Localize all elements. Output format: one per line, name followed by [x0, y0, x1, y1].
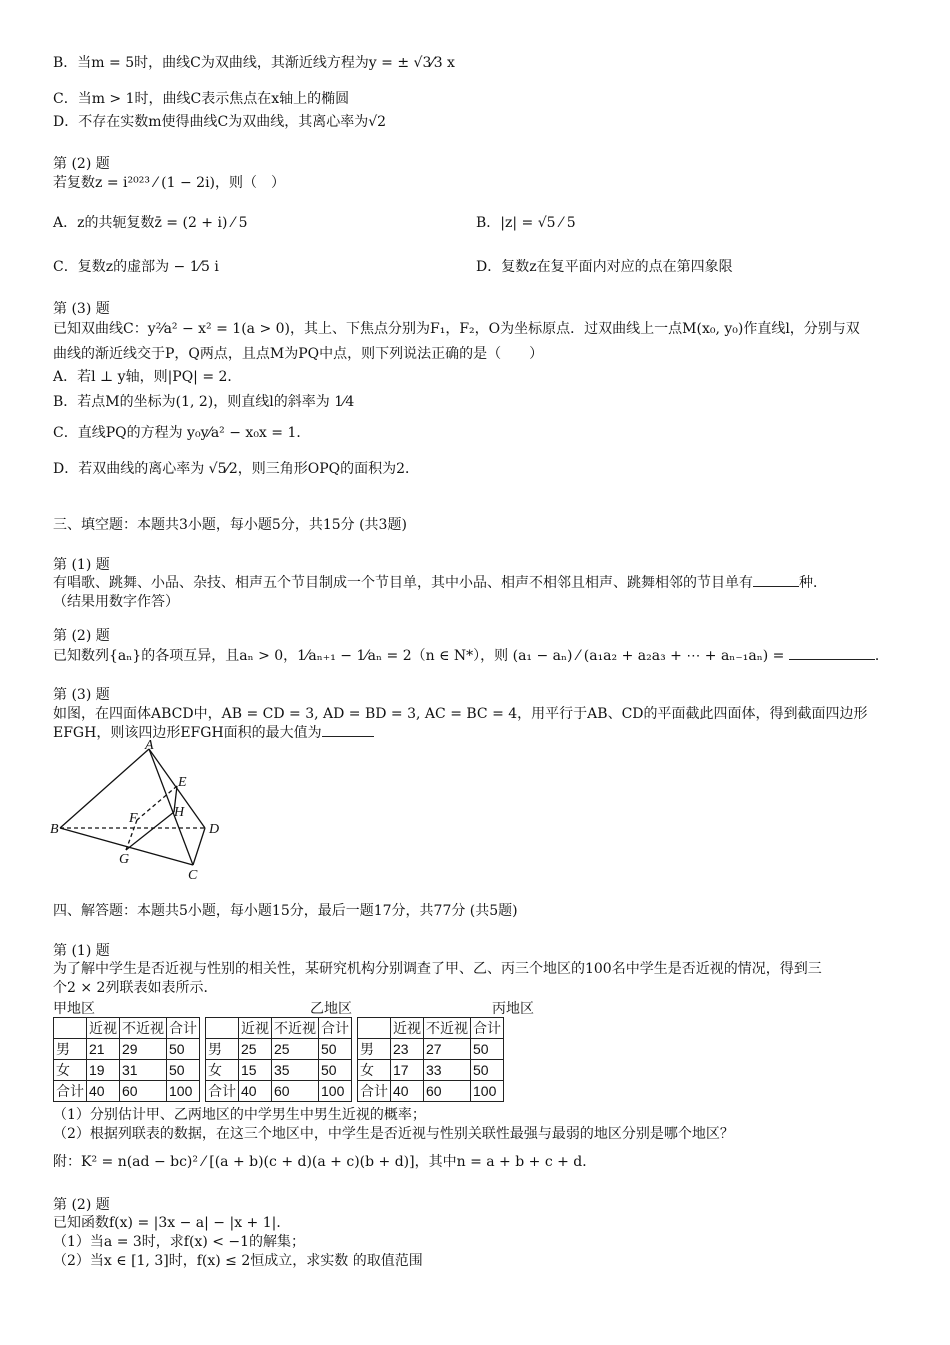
table-row	[206, 1081, 352, 1102]
f2-line-text: 已知数列{aₙ}的各项互异，且aₙ > 0，1⁄aₙ₊₁ − 1⁄aₙ = 2（n ∈ N*），则 (a₁ − aₙ) ⁄ (a₁a₂ + a₂a₃ + ⋯ + aₙ₋₁aₙ) =	[53, 648, 785, 664]
table-cell: 女	[54, 1060, 87, 1081]
f1-line1-end: 种．	[799, 575, 827, 591]
q2-header: 第 (2) 题	[53, 156, 110, 172]
table-cell: 40	[87, 1081, 120, 1102]
table-row	[358, 1081, 504, 1102]
table-region-a	[53, 1017, 200, 1102]
table-cell: 合计	[54, 1081, 87, 1102]
f3-answer-blank	[322, 724, 374, 737]
table-row	[358, 1060, 504, 1081]
table-region-c	[357, 1017, 504, 1102]
q2-option-a: A．z的共轭复数z̄ = (2 + i) ⁄ 5	[53, 215, 248, 231]
s2-header: 第 (2) 题	[53, 1197, 110, 1213]
table-row	[54, 1060, 200, 1081]
f1-line2: （结果用数字作答）	[53, 594, 179, 610]
table-cell: 50	[167, 1060, 200, 1081]
table-cell: 合计	[167, 1018, 200, 1039]
table-cell: 25	[239, 1039, 272, 1060]
table-cell: 近视	[87, 1018, 120, 1039]
table-row	[54, 1018, 200, 1039]
q3-option-a: A．若l ⊥ y轴，则|PQ| = 2．	[53, 369, 242, 385]
table-cell: 不近视	[272, 1018, 319, 1039]
prev-option-d: D．不存在实数m使得曲线C为双曲线，其离心率为√2	[53, 114, 387, 130]
table-cell: 100	[319, 1081, 352, 1102]
table-cell: 50	[319, 1039, 352, 1060]
table-cell: 60	[120, 1081, 167, 1102]
label-e: E	[178, 775, 187, 790]
table-cell: 19	[87, 1060, 120, 1081]
f2-line: 已知数列{aₙ}的各项互异，且aₙ > 0，1⁄aₙ₊₁ − 1⁄aₙ = 2（n ∈ N*），则 (a₁ − aₙ) ⁄ (a₁a₂ + a₂a₃ + ⋯ + aₙ₋₁aₙ) = ．	[53, 648, 889, 664]
table-cell: 100	[167, 1081, 200, 1102]
s1-subq1: （1）分别估计甲、乙两地区的中学男生中男生近视的概率；	[53, 1107, 426, 1123]
table-cell: 50	[471, 1060, 504, 1081]
table-cell: 合计	[358, 1081, 391, 1102]
prev-option-b: B．当m = 5时，曲线C为双曲线，其渐近线方程为y = ± √3⁄3 x	[53, 55, 455, 71]
table-cell: 25	[272, 1039, 319, 1060]
table-region-b	[205, 1017, 352, 1102]
label-a: A	[145, 740, 154, 753]
f3-header: 第 (3) 题	[53, 687, 110, 703]
q3-stem-line1: 已知双曲线C：y²⁄a² − x² = 1(a > 0)，其上、下焦点分别为F₁，F₂，O为坐标原点．过双曲线上一点M(x₀, y₀)作直线l，分别与双	[53, 321, 860, 337]
s1-subq2: （2）根据列联表的数据，在这三个地区中，中学生是否近视与性别关联性最强与最弱的地区分别是哪个地区？	[53, 1126, 734, 1142]
table-cell	[54, 1018, 87, 1039]
f1-header: 第 (1) 题	[53, 557, 110, 573]
label-f: F	[129, 811, 138, 826]
label-c: C	[188, 868, 198, 880]
table-cell: 17	[391, 1060, 424, 1081]
table-cell: 50	[167, 1039, 200, 1060]
s1-note: 附：K² = n(ad − bc)² ⁄ [(a + b)(c + d)(a + c)(b + d)]，其中n = a + b + c + d．	[53, 1154, 597, 1170]
prev-option-c: C．当m > 1时，曲线C表示焦点在x轴上的椭圆	[53, 91, 350, 107]
table-cell: 合计	[471, 1018, 504, 1039]
table-cell: 近视	[239, 1018, 272, 1039]
section3-title: 三、填空题：本题共3小题，每小题5分，共15分 (共3题)	[53, 517, 407, 533]
q2-option-b: B．|z| = √5 ⁄ 5	[476, 215, 576, 231]
q3-header: 第 (3) 题	[53, 301, 110, 317]
f2-answer-blank	[789, 647, 875, 660]
table-cell: 100	[471, 1081, 504, 1102]
f1-line1	[53, 574, 827, 592]
table-cell: 合计	[319, 1018, 352, 1039]
table-cell: 31	[120, 1060, 167, 1081]
s1-line1: 为了解中学生是否近视与性别的相关性，某研究机构分别调查了甲、乙、丙三个地区的100名中学生是否近视的情况，得到三	[53, 961, 822, 977]
s1-header: 第 (1) 题	[53, 943, 110, 959]
table-cell: 男	[358, 1039, 391, 1060]
table-row	[206, 1039, 352, 1060]
table-row	[206, 1018, 352, 1039]
table-cell: 23	[391, 1039, 424, 1060]
table-row	[54, 1081, 200, 1102]
tetrahedron-figure	[48, 740, 238, 880]
q3-stem-line2: 曲线的渐近线交于P，Q两点，且点M为PQ中点，则下列说法正确的是（ ）	[53, 346, 544, 362]
f1-answer-blank	[753, 574, 799, 587]
s2-subq2: （2）当x ∈ [1, 3]时，f(x) ≤ 2恒成立，求实数 的取值范围	[53, 1253, 423, 1269]
table-cell: 近视	[391, 1018, 424, 1039]
f3-line2: EFGH，则该四边形EFGH面积的最大值为	[53, 725, 322, 741]
table-cell: 不近视	[424, 1018, 471, 1039]
table-cell: 不近视	[120, 1018, 167, 1039]
table-cell: 60	[424, 1081, 471, 1102]
table-cell: 33	[424, 1060, 471, 1081]
f2-header: 第 (2) 题	[53, 628, 110, 644]
table-cell: 60	[272, 1081, 319, 1102]
f1-line1-text: 有唱歌、跳舞、小品、杂技、相声五个节目制成一个节目单，其中小品、相声不相邻且相声、跳舞相邻的节目单有	[53, 575, 753, 591]
q2-option-c: C．复数z的虚部为 − 1⁄5 i	[53, 259, 219, 275]
table-cell	[358, 1018, 391, 1039]
table-cell: 27	[424, 1039, 471, 1060]
label-h: H	[174, 805, 185, 820]
table-cell: 29	[120, 1039, 167, 1060]
table-row	[54, 1039, 200, 1060]
label-g: G	[119, 852, 130, 867]
label-b: B	[50, 822, 59, 837]
table-cell: 21	[87, 1039, 120, 1060]
label-d: D	[209, 822, 220, 837]
table-row	[358, 1039, 504, 1060]
table-row	[358, 1018, 504, 1039]
table-a-label: 甲地区	[53, 1000, 95, 1016]
q2-option-d: D．复数z在复平面内对应的点在第四象限	[476, 259, 733, 275]
s2-subq1: （1）当a = 3时，求f(x) < −1的解集；	[53, 1234, 306, 1250]
table-cell	[206, 1018, 239, 1039]
q2-stem: 若复数z = i²⁰²³ ⁄ (1 − 2i)，则（ ）	[53, 175, 286, 191]
table-row	[206, 1060, 352, 1081]
table-b-label: 乙地区	[310, 1000, 352, 1016]
q3-option-d: D．若双曲线的离心率为 √5⁄2，则三角形OPQ的面积为2．	[53, 461, 420, 477]
table-cell: 50	[319, 1060, 352, 1081]
table-cell: 35	[272, 1060, 319, 1081]
edge-dc	[193, 828, 205, 865]
table-cell: 女	[206, 1060, 239, 1081]
table-cell: 40	[239, 1081, 272, 1102]
table-cell: 15	[239, 1060, 272, 1081]
edge-ac	[149, 749, 193, 865]
q3-option-b: B．若点M的坐标为(1, 2)，则直线l的斜率为 1⁄4	[53, 394, 355, 410]
f3-line1: 如图，在四面体ABCD中，AB = CD = 3, AD = BD = 3, AC = BC = 4，用平行于AB、CD的平面截此四面体，得到截面四边形	[53, 706, 868, 722]
s1-line2: 个2 × 2列联表如表所示．	[53, 980, 218, 996]
table-cell: 男	[54, 1039, 87, 1060]
q3-option-c: C．直线PQ的方程为 y₀y⁄a² − x₀x = 1．	[53, 425, 311, 441]
table-cell: 男	[206, 1039, 239, 1060]
table-c-label: 丙地区	[492, 1000, 534, 1016]
table-cell: 50	[471, 1039, 504, 1060]
table-cell: 女	[358, 1060, 391, 1081]
s2-stem: 已知函数f(x) = |3x − a| − |x + 1|．	[53, 1215, 291, 1231]
table-cell: 合计	[206, 1081, 239, 1102]
table-cell: 40	[391, 1081, 424, 1102]
section4-title: 四、解答题：本题共5小题，每小题15分，最后一题17分，共77分 (共5题)	[53, 903, 518, 919]
